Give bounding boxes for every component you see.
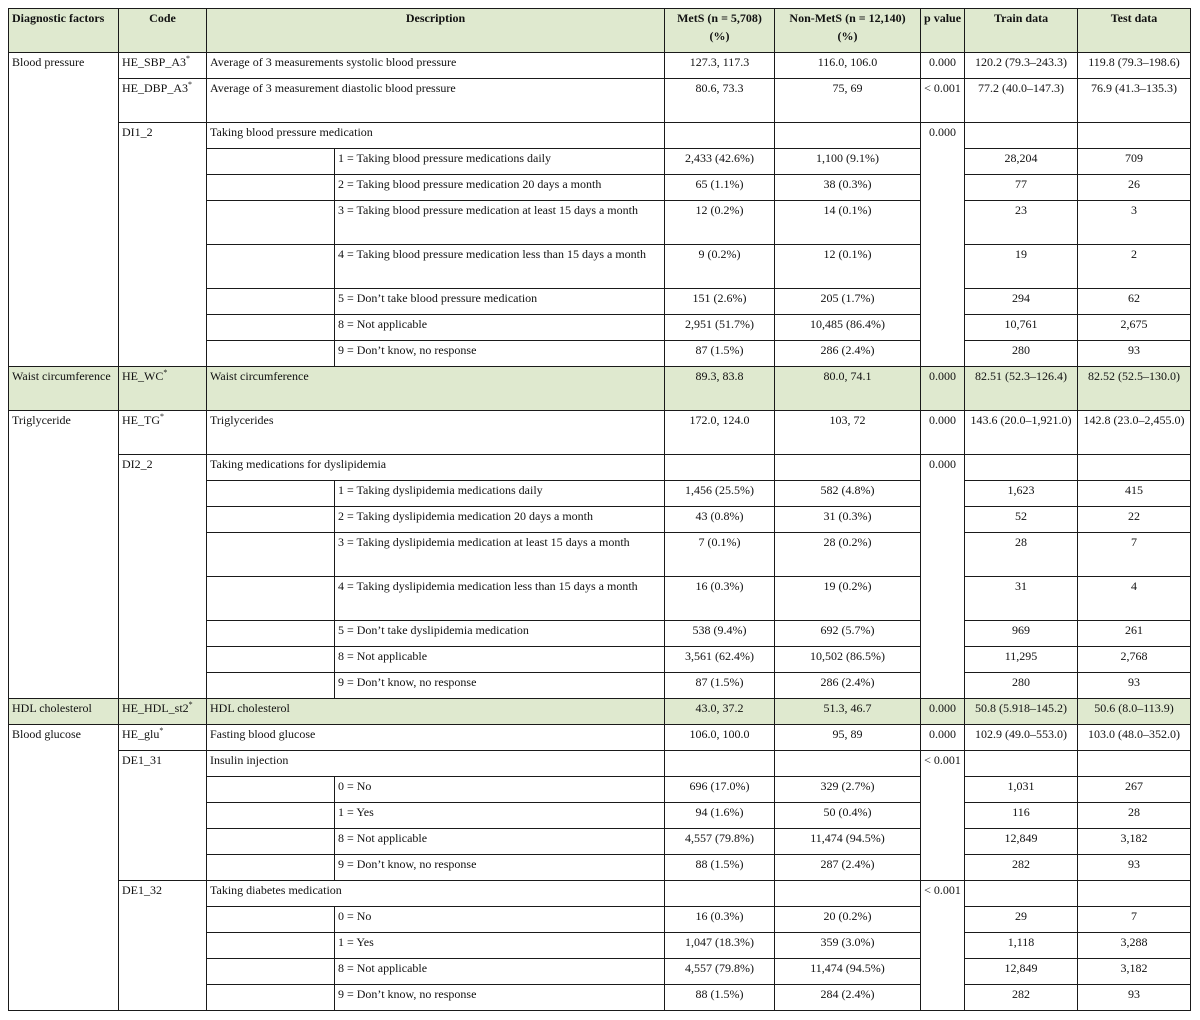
factor-waist-circumference: Waist circumference (9, 367, 119, 411)
mets-cell: 151 (2.6%) (665, 289, 775, 315)
train-cell (965, 751, 1078, 777)
code-text: HE_TG (122, 413, 160, 427)
p-value-cell: 0.000 (921, 123, 965, 367)
p-value-cell: 0.000 (921, 455, 965, 699)
mets-cell: 43.0, 37.2 (665, 699, 775, 725)
code-cell (119, 699, 207, 725)
non-mets-cell: 692 (5.7%) (775, 621, 921, 647)
blank-cell (207, 175, 335, 201)
non-mets-cell (775, 881, 921, 907)
train-cell: 294 (965, 289, 1078, 315)
train-cell: 280 (965, 341, 1078, 367)
non-mets-cell: 19 (0.2%) (775, 577, 921, 621)
p-value-cell: 0.000 (921, 367, 965, 411)
description-cell: Insulin injection (207, 751, 665, 777)
code-cell (119, 53, 207, 79)
p-value-cell: < 0.001 (921, 881, 965, 1011)
blank-cell (207, 341, 335, 367)
p-value-cell: 0.000 (921, 53, 965, 79)
blank-cell (207, 149, 335, 175)
non-mets-cell: 103, 72 (775, 411, 921, 455)
mets-cell: 1,456 (25.5%) (665, 481, 775, 507)
asterisk-marker: * (186, 54, 191, 63)
mets-cell: 12 (0.2%) (665, 201, 775, 245)
train-cell: 10,761 (965, 315, 1078, 341)
test-cell: 142.8 (23.0–2,455.0) (1078, 411, 1191, 455)
mets-cell: 127.3, 117.3 (665, 53, 775, 79)
blank-cell (207, 201, 335, 245)
test-cell: 28 (1078, 803, 1191, 829)
header-diagnostic-factors: Diagnostic factors (9, 9, 119, 53)
test-cell: 76.9 (41.3–135.3) (1078, 79, 1191, 123)
mets-cell: 4,557 (79.8%) (665, 959, 775, 985)
mets-cell: 696 (17.0%) (665, 777, 775, 803)
p-value-cell: 0.000 (921, 725, 965, 751)
table-row (9, 751, 1191, 777)
code-cell (119, 411, 207, 455)
option-label: 8 = Not applicable (335, 829, 665, 855)
mets-cell: 2,951 (51.7%) (665, 315, 775, 341)
non-mets-cell: 80.0, 74.1 (775, 367, 921, 411)
test-cell: 7 (1078, 533, 1191, 577)
p-value-cell: 0.000 (921, 411, 965, 455)
train-cell: 11,295 (965, 647, 1078, 673)
mets-cell: 65 (1.1%) (665, 175, 775, 201)
description-cell: HDL cholesterol (207, 699, 665, 725)
option-label: 8 = Not applicable (335, 647, 665, 673)
blank-cell (207, 577, 335, 621)
mets-cell: 1,047 (18.3%) (665, 933, 775, 959)
option-label: 5 = Don’t take blood pressure medication (335, 289, 665, 315)
non-mets-cell: 38 (0.3%) (775, 175, 921, 201)
mets-cell (665, 455, 775, 481)
train-cell: 12,849 (965, 959, 1078, 985)
header-non-mets: Non-MetS (n = 12,140) (%) (775, 9, 921, 53)
option-label: 9 = Don’t know, no response (335, 673, 665, 699)
test-cell: 267 (1078, 777, 1191, 803)
description-cell: Average of 3 measurement diastolic blood pressure (207, 79, 665, 123)
code-text: HE_DBP_A3 (122, 81, 189, 95)
train-cell: 52 (965, 507, 1078, 533)
mets-cell: 7 (0.1%) (665, 533, 775, 577)
train-cell: 282 (965, 855, 1078, 881)
header-train-data: Train data (965, 9, 1078, 53)
code-cell: DI1_2 (119, 123, 207, 367)
option-label: 9 = Don’t know, no response (335, 985, 665, 1011)
train-cell (965, 881, 1078, 907)
code-cell: DE1_32 (119, 881, 207, 1011)
option-label: 2 = Taking dyslipidemia medication 20 days a month (335, 507, 665, 533)
test-cell: 3,288 (1078, 933, 1191, 959)
non-mets-cell: 11,474 (94.5%) (775, 829, 921, 855)
non-mets-cell: 12 (0.1%) (775, 245, 921, 289)
option-label: 4 = Taking dyslipidemia medication less than 15 days a month (335, 577, 665, 621)
train-cell: 1,623 (965, 481, 1078, 507)
table-row (9, 455, 1191, 481)
train-cell: 280 (965, 673, 1078, 699)
p-value-cell: < 0.001 (921, 79, 965, 123)
blank-cell (207, 777, 335, 803)
test-cell: 82.52 (52.5–130.0) (1078, 367, 1191, 411)
option-label: 1 = Taking blood pressure medications daily (335, 149, 665, 175)
description-cell: Average of 3 measurements systolic blood pressure (207, 53, 665, 79)
mets-cell: 172.0, 124.0 (665, 411, 775, 455)
header-row (9, 9, 1191, 53)
train-cell: 12,849 (965, 829, 1078, 855)
asterisk-marker: * (188, 80, 193, 89)
test-cell: 3,182 (1078, 959, 1191, 985)
mets-cell: 89.3, 83.8 (665, 367, 775, 411)
mets-cell (665, 123, 775, 149)
train-cell: 23 (965, 201, 1078, 245)
table-row (9, 881, 1191, 907)
train-cell (965, 455, 1078, 481)
non-mets-cell: 14 (0.1%) (775, 201, 921, 245)
non-mets-cell: 284 (2.4%) (775, 985, 921, 1011)
test-cell (1078, 751, 1191, 777)
table-row (9, 725, 1191, 751)
p-value-cell: 0.000 (921, 699, 965, 725)
factor-blood-pressure: Blood pressure (9, 53, 119, 367)
train-cell (965, 123, 1078, 149)
table-row (9, 411, 1191, 455)
non-mets-cell: 286 (2.4%) (775, 341, 921, 367)
factor-triglyceride: Triglyceride (9, 411, 119, 699)
non-mets-cell: 116.0, 106.0 (775, 53, 921, 79)
mets-cell: 80.6, 73.3 (665, 79, 775, 123)
asterisk-marker: * (160, 412, 164, 421)
option-label: 3 = Taking dyslipidemia medication at least 15 days a month (335, 533, 665, 577)
blank-cell (207, 533, 335, 577)
code-cell (119, 79, 207, 123)
blank-cell (207, 907, 335, 933)
train-cell: 143.6 (20.0–1,921.0) (965, 411, 1078, 455)
non-mets-cell (775, 123, 921, 149)
description-cell: Taking diabetes medication (207, 881, 665, 907)
header-description: Description (207, 9, 665, 53)
test-cell: 93 (1078, 341, 1191, 367)
option-label: 0 = No (335, 777, 665, 803)
test-cell: 119.8 (79.3–198.6) (1078, 53, 1191, 79)
mets-cell: 43 (0.8%) (665, 507, 775, 533)
train-cell: 116 (965, 803, 1078, 829)
non-mets-cell: 75, 69 (775, 79, 921, 123)
non-mets-cell: 51.3, 46.7 (775, 699, 921, 725)
description-cell: Taking medications for dyslipidemia (207, 455, 665, 481)
test-cell: 3 (1078, 201, 1191, 245)
blank-cell (207, 803, 335, 829)
table-row (9, 699, 1191, 725)
non-mets-cell: 359 (3.0%) (775, 933, 921, 959)
option-label: 8 = Not applicable (335, 315, 665, 341)
blank-cell (207, 507, 335, 533)
option-label: 1 = Yes (335, 803, 665, 829)
mets-cell: 16 (0.3%) (665, 907, 775, 933)
code-cell (119, 367, 207, 411)
code-text: HE_SBP_A3 (122, 55, 187, 69)
blank-cell (207, 959, 335, 985)
train-cell: 31 (965, 577, 1078, 621)
test-cell (1078, 455, 1191, 481)
option-label: 1 = Yes (335, 933, 665, 959)
code-cell: DI2_2 (119, 455, 207, 699)
test-cell: 4 (1078, 577, 1191, 621)
blank-cell (207, 829, 335, 855)
non-mets-cell: 28 (0.2%) (775, 533, 921, 577)
mets-cell: 106.0, 100.0 (665, 725, 775, 751)
option-label: 9 = Don’t know, no response (335, 855, 665, 881)
train-cell: 1,031 (965, 777, 1078, 803)
blank-cell (207, 289, 335, 315)
train-cell: 282 (965, 985, 1078, 1011)
test-cell (1078, 881, 1191, 907)
header-test-data: Test data (1078, 9, 1191, 53)
train-cell: 28 (965, 533, 1078, 577)
non-mets-cell: 286 (2.4%) (775, 673, 921, 699)
code-text: HE_HDL_st2 (122, 701, 189, 715)
mets-cell: 87 (1.5%) (665, 341, 775, 367)
non-mets-cell: 582 (4.8%) (775, 481, 921, 507)
test-cell: 93 (1078, 855, 1191, 881)
code-cell: DE1_31 (119, 751, 207, 881)
non-mets-cell: 11,474 (94.5%) (775, 959, 921, 985)
table-row (9, 53, 1191, 79)
train-cell: 102.9 (49.0–553.0) (965, 725, 1078, 751)
mets-cell: 538 (9.4%) (665, 621, 775, 647)
blank-cell (207, 245, 335, 289)
mets-cell: 88 (1.5%) (665, 855, 775, 881)
asterisk-marker: * (188, 700, 193, 709)
table-row (9, 79, 1191, 123)
train-cell: 28,204 (965, 149, 1078, 175)
test-cell: 2 (1078, 245, 1191, 289)
test-cell: 93 (1078, 985, 1191, 1011)
blank-cell (207, 985, 335, 1011)
non-mets-cell: 10,485 (86.4%) (775, 315, 921, 341)
blank-cell (207, 933, 335, 959)
header-p-value: p value (921, 9, 965, 53)
mets-cell: 9 (0.2%) (665, 245, 775, 289)
mets-cell: 87 (1.5%) (665, 673, 775, 699)
description-cell: Taking blood pressure medication (207, 123, 665, 149)
non-mets-cell: 1,100 (9.1%) (775, 149, 921, 175)
train-cell: 1,118 (965, 933, 1078, 959)
test-cell: 7 (1078, 907, 1191, 933)
blank-cell (207, 481, 335, 507)
non-mets-cell: 205 (1.7%) (775, 289, 921, 315)
blank-cell (207, 315, 335, 341)
test-cell: 261 (1078, 621, 1191, 647)
option-label: 5 = Don’t take dyslipidemia medication (335, 621, 665, 647)
train-cell: 82.51 (52.3–126.4) (965, 367, 1078, 411)
mets-cell: 94 (1.6%) (665, 803, 775, 829)
non-mets-cell: 287 (2.4%) (775, 855, 921, 881)
non-mets-cell: 329 (2.7%) (775, 777, 921, 803)
mets-cell (665, 751, 775, 777)
description-cell: Triglycerides (207, 411, 665, 455)
code-cell (119, 725, 207, 751)
mets-cell (665, 881, 775, 907)
option-label: 8 = Not applicable (335, 959, 665, 985)
mets-cell: 88 (1.5%) (665, 985, 775, 1011)
blank-cell (207, 621, 335, 647)
train-cell: 50.8 (5.918–145.2) (965, 699, 1078, 725)
table-row (9, 367, 1191, 411)
blank-cell (207, 647, 335, 673)
asterisk-marker: * (163, 368, 168, 377)
asterisk-marker: * (159, 726, 164, 735)
non-mets-cell: 31 (0.3%) (775, 507, 921, 533)
non-mets-cell: 95, 89 (775, 725, 921, 751)
option-label: 1 = Taking dyslipidemia medications daily (335, 481, 665, 507)
test-cell: 2,768 (1078, 647, 1191, 673)
non-mets-cell: 50 (0.4%) (775, 803, 921, 829)
test-cell: 2,675 (1078, 315, 1191, 341)
test-cell: 93 (1078, 673, 1191, 699)
mets-cell: 3,561 (62.4%) (665, 647, 775, 673)
option-label: 9 = Don’t know, no response (335, 341, 665, 367)
test-cell: 3,182 (1078, 829, 1191, 855)
test-cell: 103.0 (48.0–352.0) (1078, 725, 1191, 751)
p-value-cell: < 0.001 (921, 751, 965, 881)
train-cell: 29 (965, 907, 1078, 933)
train-cell: 969 (965, 621, 1078, 647)
test-cell: 62 (1078, 289, 1191, 315)
header-code: Code (119, 9, 207, 53)
option-label: 0 = No (335, 907, 665, 933)
description-cell: Waist circumference (207, 367, 665, 411)
non-mets-cell (775, 751, 921, 777)
train-cell: 120.2 (79.3–243.3) (965, 53, 1078, 79)
mets-cell: 4,557 (79.8%) (665, 829, 775, 855)
mets-cell: 2,433 (42.6%) (665, 149, 775, 175)
blank-cell (207, 855, 335, 881)
test-cell (1078, 123, 1191, 149)
train-cell: 19 (965, 245, 1078, 289)
mets-cell: 16 (0.3%) (665, 577, 775, 621)
header-mets: MetS (n = 5,708) (%) (665, 9, 775, 53)
description-cell: Fasting blood glucose (207, 725, 665, 751)
option-label: 3 = Taking blood pressure medication at least 15 days a month (335, 201, 665, 245)
code-text: HE_glu (122, 727, 160, 741)
factor-hdl-cholesterol: HDL cholesterol (9, 699, 119, 725)
option-label: 2 = Taking blood pressure medication 20 days a month (335, 175, 665, 201)
test-cell: 50.6 (8.0–113.9) (1078, 699, 1191, 725)
test-cell: 26 (1078, 175, 1191, 201)
code-text: HE_WC (122, 369, 164, 383)
test-cell: 415 (1078, 481, 1191, 507)
test-cell: 22 (1078, 507, 1191, 533)
train-cell: 77 (965, 175, 1078, 201)
train-cell: 77.2 (40.0–147.3) (965, 79, 1078, 123)
table-row (9, 123, 1191, 149)
factor-blood-glucose: Blood glucose (9, 725, 119, 1011)
test-cell: 709 (1078, 149, 1191, 175)
non-mets-cell: 10,502 (86.5%) (775, 647, 921, 673)
option-label: 4 = Taking blood pressure medication less than 15 days a month (335, 245, 665, 289)
metabolic-syndrome-table (8, 8, 1191, 1011)
non-mets-cell: 20 (0.2%) (775, 907, 921, 933)
non-mets-cell (775, 455, 921, 481)
blank-cell (207, 673, 335, 699)
